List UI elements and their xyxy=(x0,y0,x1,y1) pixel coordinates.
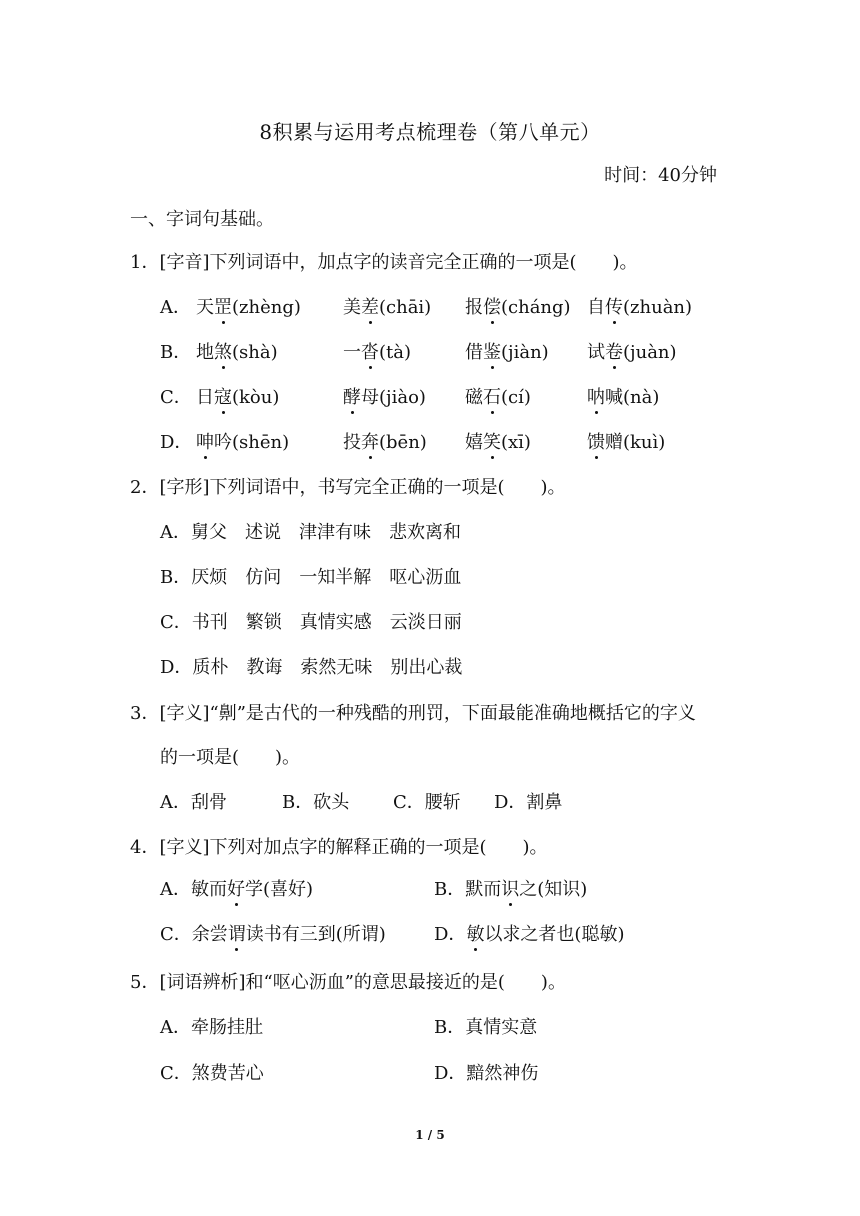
pinyin-item xyxy=(587,386,659,410)
pinyin: (kuì) xyxy=(623,432,666,453)
dotted-char: 卷 xyxy=(605,342,623,363)
option-label: A． xyxy=(160,297,191,318)
dotted-char: 罡 xyxy=(214,297,232,318)
question-1-stem: 1．[字音]下列词语中，加点字的读音完全正确的一项是( )。 xyxy=(130,252,638,273)
page-number: 1 / 5 xyxy=(415,1128,445,1142)
dotted-char: 呐 xyxy=(587,387,605,408)
dotted-char: 笑 xyxy=(483,432,501,453)
word-text: 母 xyxy=(361,387,379,408)
pinyin-item xyxy=(196,431,289,455)
pinyin-item xyxy=(587,431,665,455)
dotted-char: 差 xyxy=(361,297,379,318)
word-text: 地 xyxy=(196,342,214,363)
section-heading: 一、字词句基础。 xyxy=(130,209,274,230)
question-5-option-b: B．真情实意 xyxy=(434,1017,538,1038)
pinyin: (cháng) xyxy=(501,297,571,318)
option-text: C．余尝 xyxy=(160,924,228,945)
question-5-option-d: D．黯然神伤 xyxy=(434,1063,539,1084)
word-text: 天 xyxy=(196,297,214,318)
option-label: C． xyxy=(160,387,192,408)
word-text: 一 xyxy=(343,342,361,363)
pinyin-item xyxy=(196,386,279,410)
dotted-char: 煞 xyxy=(214,342,232,363)
pinyin-item xyxy=(196,296,301,320)
dotted-char: 识 xyxy=(501,879,520,900)
pinyin: (xī) xyxy=(501,432,531,453)
dotted-char: 敏 xyxy=(466,924,485,945)
pinyin: (juàn) xyxy=(623,342,677,363)
word-text: 嬉 xyxy=(465,432,483,453)
question-3-option-d: D．割鼻 xyxy=(494,792,563,813)
dotted-char: 寇 xyxy=(214,387,232,408)
pinyin: (zhèng) xyxy=(232,297,301,318)
word-text: 借 xyxy=(465,342,483,363)
question-4-option-d xyxy=(434,923,624,947)
dotted-char: 馈 xyxy=(587,432,605,453)
question-3-option-b: B．砍头 xyxy=(282,792,350,813)
dotted-char: 呻 xyxy=(196,432,214,453)
question-4-option-a xyxy=(160,878,313,902)
dotted-char: 传 xyxy=(605,297,623,318)
question-3-option-a: A．刮骨 xyxy=(160,792,227,813)
question-2-option-b: B．厌烦 仿问 一知半解 呕心沥血 xyxy=(160,567,462,588)
pinyin: (nà) xyxy=(623,387,660,408)
question-5-stem: 5．[词语辨析]和“呕心沥血”的意思最接近的是( )。 xyxy=(130,972,566,993)
pinyin-item xyxy=(343,341,411,365)
option-text: A．敏而 xyxy=(160,879,227,900)
question-3-option-c: C．腰斩 xyxy=(393,792,461,813)
pinyin: (shēn) xyxy=(232,432,290,453)
pinyin: (zhuàn) xyxy=(623,297,693,318)
word-text: 磁 xyxy=(465,387,483,408)
time-limit: 时间：40分钟 xyxy=(604,165,717,186)
option-text: 读书有三到(所谓) xyxy=(245,924,386,945)
word-text: 美 xyxy=(343,297,361,318)
question-2-option-c: C．书刊 繁锁 真情实感 云淡日丽 xyxy=(160,612,462,633)
pinyin: (tà) xyxy=(379,342,412,363)
question-2-stem: 2．[字形]下列词语中，书写完全正确的一项是( )。 xyxy=(130,477,566,498)
pinyin-item xyxy=(196,341,278,365)
pinyin-item xyxy=(465,386,531,410)
pinyin-item xyxy=(465,296,571,320)
option-text: 学(喜好) xyxy=(245,879,314,900)
dotted-char: 鉴 xyxy=(483,342,501,363)
dotted-char: 谓 xyxy=(227,924,246,945)
pinyin-item xyxy=(465,341,549,365)
word-text: 报 xyxy=(465,297,483,318)
pinyin: (jiào) xyxy=(379,387,426,408)
dotted-char: 好 xyxy=(227,879,245,900)
pinyin: (shà) xyxy=(232,342,278,363)
pinyin-item xyxy=(587,296,692,320)
option-text: 以求之者也(聪敏) xyxy=(484,924,625,945)
dotted-char: 偿 xyxy=(483,297,501,318)
question-2-option-a: A．舅父 述说 津津有味 悲欢离和 xyxy=(160,522,461,543)
option-text: D． xyxy=(434,924,467,945)
dotted-char: 酵 xyxy=(343,387,361,408)
pinyin-item xyxy=(343,386,426,410)
pinyin-item xyxy=(343,431,427,455)
question-4-option-b xyxy=(434,878,587,902)
pinyin: (kòu) xyxy=(232,387,280,408)
word-text: 吟 xyxy=(214,432,232,453)
word-text: 赠 xyxy=(605,432,623,453)
question-3-stem-line1: 3．[字义]“劓”是古代的一种残酷的刑罚，下面最能准确地概括它的字义 xyxy=(130,703,696,724)
word-text: 试 xyxy=(587,342,605,363)
word-text: 喊 xyxy=(605,387,623,408)
question-5-option-a: A．牵肠挂肚 xyxy=(160,1017,263,1038)
option-label: B． xyxy=(160,342,192,363)
pinyin-item xyxy=(465,431,531,455)
pinyin-item xyxy=(343,296,431,320)
question-5-option-c: C．煞费苦心 xyxy=(160,1063,264,1084)
word-text: 投 xyxy=(343,432,361,453)
question-4-option-c xyxy=(160,923,386,947)
question-3-stem-line2: 的一项是( )。 xyxy=(160,747,301,768)
question-2-option-d: D．质朴 教诲 索然无味 别出心裁 xyxy=(160,657,463,678)
question-4-stem: 4．[字义]下列对加点字的解释正确的一项是( )。 xyxy=(130,837,548,858)
pinyin: (jiàn) xyxy=(501,342,549,363)
pinyin-item xyxy=(587,341,677,365)
dotted-char: 奔 xyxy=(361,432,379,453)
word-text: 自 xyxy=(587,297,605,318)
dotted-char: 石 xyxy=(483,387,501,408)
dotted-char: 沓 xyxy=(361,342,379,363)
pinyin: (bēn) xyxy=(379,432,427,453)
pinyin: (chāi) xyxy=(379,297,432,318)
page-title: 8积累与运用考点梳理卷（第八单元） xyxy=(259,120,601,144)
option-text: B．默而 xyxy=(434,879,502,900)
pinyin: (cí) xyxy=(501,387,531,408)
option-text: 之(知识) xyxy=(519,879,588,900)
word-text: 日 xyxy=(196,387,214,408)
option-label: D． xyxy=(160,432,193,453)
